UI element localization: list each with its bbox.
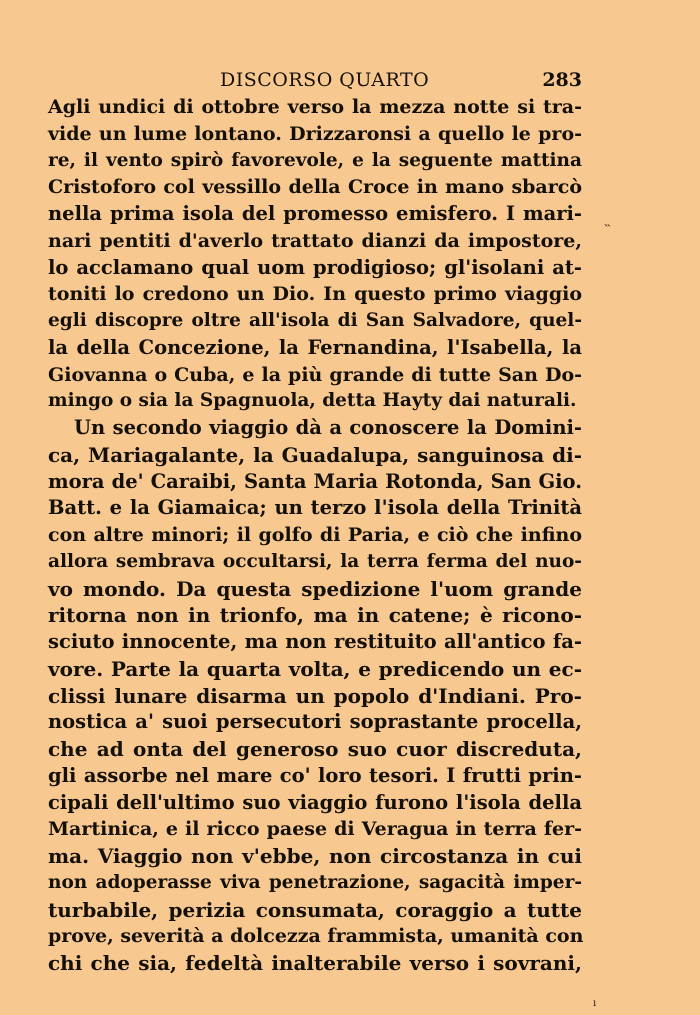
text-line: nostica a' suoi persecutori soprastante procella, [48, 710, 582, 734]
text-line: mingo o sia la Spagnuola, detta Hayty dai naturali. [48, 390, 577, 412]
text-line: vo mondo. Da questa spedizione l'uom grande [48, 576, 582, 601]
text-line: cipali dell'ultimo suo viaggio furono l'isola della [48, 790, 582, 814]
text-line: gli assorbe nel mare co' loro tesori. I frutti prin- [48, 763, 582, 787]
text-line: turbabile, perizia consumata, coraggio a tutte [48, 897, 582, 922]
running-head [48, 66, 582, 94]
text-line: che ad onta del generoso suo cuor discreduta, [48, 737, 582, 761]
text-line: non adoperasse viva penetrazione, sagacità imper- [48, 871, 582, 893]
text-line: Martinica, e il ricco paese di Veragua in terra fer- [48, 818, 582, 841]
text-line: toniti lo credono un Dio. In questo primo viaggio [48, 283, 582, 306]
ink-mark: ı [593, 998, 597, 1009]
text-line: Batt. e la Giamaica; un terzo l'isola della Trinità [48, 496, 582, 520]
text-line: vore. Parte la quarta volta, e predicendo un ec- [48, 656, 582, 681]
text-line: mora de' Caraibi, Santa Maria Rotonda, San Gio. [48, 469, 582, 493]
text-line: la della Concezione, la Fernandina, l'Isabella, la [48, 335, 582, 359]
text-line: chi che sia, fedeltà inalterabile verso i sovrani, [48, 951, 582, 975]
page-number: 283 [542, 69, 582, 91]
text-line: nari pentiti d'averlo trattato dianzi da impostore, [48, 229, 582, 252]
text-line: ritorna non in trionfo, ma in catene; è ricono- [48, 603, 582, 628]
text-line: prove, severità a dolcezza frammista, umanità con [48, 925, 584, 948]
text-line: re, il vento spirò favorevole, e la seguente mattina [48, 149, 582, 171]
text-line: ca, Mariagalante, la Guadalupa, sanguinosa di- [48, 442, 582, 467]
text-line: egli discopre oltre all'isola di San Salvadore, quel- [48, 310, 582, 331]
ink-mark: ˵ [605, 216, 610, 232]
text-line: sciuto innocente, ma non restituito all'antico fa- [48, 630, 582, 653]
text-line: nella prima isola del promesso emisfero. I mari- [48, 202, 582, 225]
text-line: Un secondo viaggio dà a conoscere la Domini- [74, 416, 582, 439]
text-line: allora sembrava occultarsi, la terra ferma del nuo- [48, 550, 582, 572]
text-line: Giovanna o Cuba, e la più grande di tutte San Do- [48, 363, 582, 386]
paragraph [48, 94, 582, 415]
text-line: lo acclamano qual uom prodigioso; gl'isolani at- [48, 255, 582, 279]
text-line: clissi lunare disarma un popolo d'Indiani. Pro- [48, 683, 582, 708]
text-line: Agli undici di ottobre verso la mezza notte si tra- [48, 96, 582, 118]
text-line: vide un lume lontano. Drizzaronsi a quello le pro- [48, 122, 582, 145]
running-title: DISCORSO QUARTO [220, 69, 430, 91]
paragraph [48, 415, 582, 977]
text-line: Cristoforo col vessillo della Croce in mano sbarcò [48, 176, 582, 199]
text-line: con altre minori; il golfo di Paria, e ciò che infino [48, 524, 582, 546]
body-text [48, 94, 582, 977]
text-line: ma. Viaggio non v'ebbe, non circostanza in cui [48, 844, 582, 868]
